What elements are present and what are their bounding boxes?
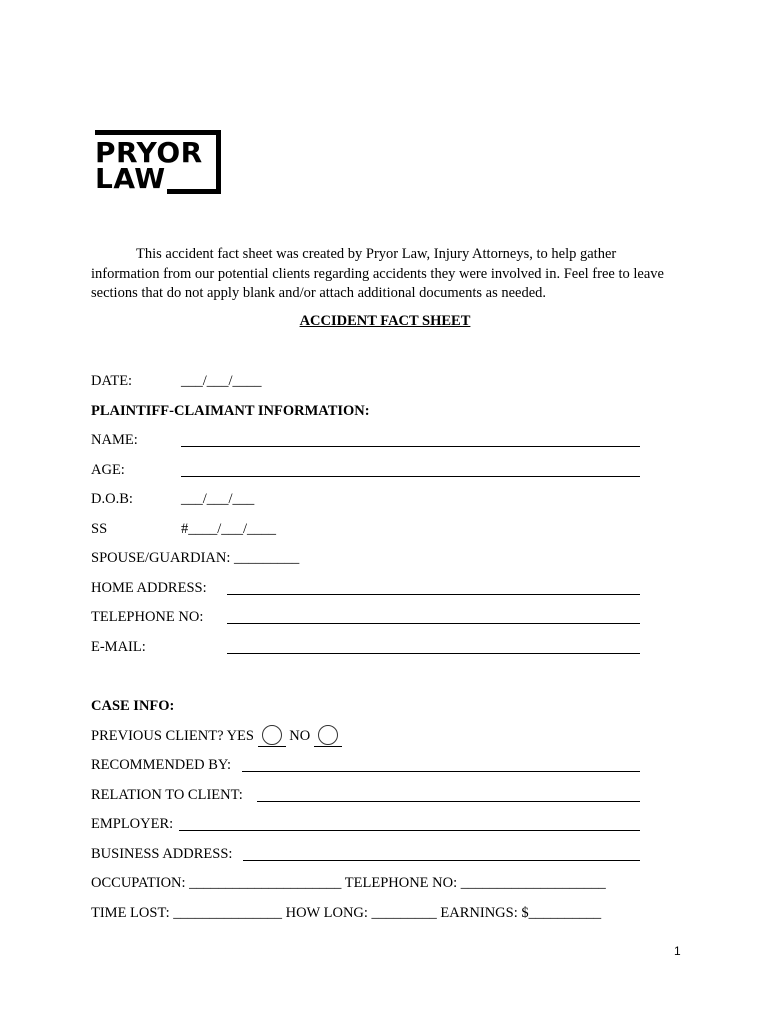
dob-field[interactable]: ___/___/___ xyxy=(181,491,255,507)
business-address-row xyxy=(91,844,641,864)
intro-paragraph: This accident fact sheet was created by Pryor Law, Injury Attorneys, to help gather information from our potential clients regarding accidents they were involved in. Feel free to leave sections that do not apply blank and/or attach additional documents as needed. xyxy=(91,246,664,301)
telephone-row xyxy=(91,607,641,627)
yes-blank xyxy=(258,725,286,747)
dob-row xyxy=(91,489,341,509)
plaintiff-heading xyxy=(91,401,491,421)
name-field[interactable] xyxy=(181,446,640,447)
recommended-field[interactable] xyxy=(242,771,640,772)
spouse-row xyxy=(91,548,391,568)
case-info-heading xyxy=(91,696,291,716)
logo-frame-right xyxy=(216,130,221,194)
ss-label: SS xyxy=(91,521,108,537)
spouse-guardian-field[interactable]: SPOUSE/GUARDIAN: _________ xyxy=(91,550,300,566)
date-label: DATE: xyxy=(91,373,133,389)
previous-client-label: PREVIOUS CLIENT? YES xyxy=(91,728,254,744)
home-address-row xyxy=(91,578,641,598)
no-radio-circle[interactable] xyxy=(318,725,338,745)
case-info-heading-text: CASE INFO: xyxy=(91,698,175,714)
ss-row xyxy=(91,519,341,539)
logo-frame-bottom xyxy=(167,189,221,194)
relation-field[interactable] xyxy=(257,801,640,802)
relation-row xyxy=(91,785,641,805)
recommended-row xyxy=(91,755,641,775)
pryor-law-logo xyxy=(95,130,221,194)
business-address-field[interactable] xyxy=(243,860,640,861)
plaintiff-heading-text: PLAINTIFF-CLAIMANT INFORMATION: xyxy=(91,403,370,419)
employer-label: EMPLOYER: xyxy=(91,816,174,832)
page-number: 1 xyxy=(674,944,681,958)
telephone-label: TELEPHONE NO: xyxy=(91,609,204,625)
logo-frame-top xyxy=(95,130,221,135)
occupation-row xyxy=(91,873,651,893)
age-row xyxy=(91,460,641,480)
email-field[interactable] xyxy=(227,653,640,654)
yes-radio-circle[interactable] xyxy=(262,725,282,745)
ss-field[interactable]: #____/___/____ xyxy=(181,521,277,537)
home-address-field[interactable] xyxy=(227,594,640,595)
business-address-label: BUSINESS ADDRESS: xyxy=(91,846,233,862)
name-row xyxy=(91,430,641,450)
age-label: AGE: xyxy=(91,462,125,478)
logo-text-line2: LAW xyxy=(95,162,166,195)
employer-row xyxy=(91,814,641,834)
occupation-telephone-fields[interactable]: OCCUPATION: _____________________ TELEPHONE NO: ____________________ xyxy=(91,875,606,891)
form-title: ACCIDENT FACT SHEET xyxy=(299,313,471,329)
no-blank xyxy=(314,725,342,747)
date-field[interactable]: ___/___/____ xyxy=(181,373,262,389)
relation-label: RELATION TO CLIENT: xyxy=(91,787,243,803)
previous-client-row xyxy=(91,725,391,745)
logo-text-line1: PRYOR xyxy=(95,136,203,169)
age-field[interactable] xyxy=(181,476,640,477)
email-label: E-MAIL: xyxy=(91,639,146,655)
email-row xyxy=(91,637,641,657)
home-address-label: HOME ADDRESS: xyxy=(91,580,207,596)
recommended-label: RECOMMENDED BY: xyxy=(91,757,232,773)
telephone-field[interactable] xyxy=(227,623,640,624)
time-lost-row xyxy=(91,903,651,923)
date-row xyxy=(91,371,291,391)
name-label: NAME: xyxy=(91,432,138,448)
no-label: NO xyxy=(289,728,311,744)
dob-label: D.O.B: xyxy=(91,491,133,507)
time-lost-fields[interactable]: TIME LOST: _______________ HOW LONG: _________ EARNINGS: $__________ xyxy=(91,905,602,921)
employer-field[interactable] xyxy=(179,830,640,831)
